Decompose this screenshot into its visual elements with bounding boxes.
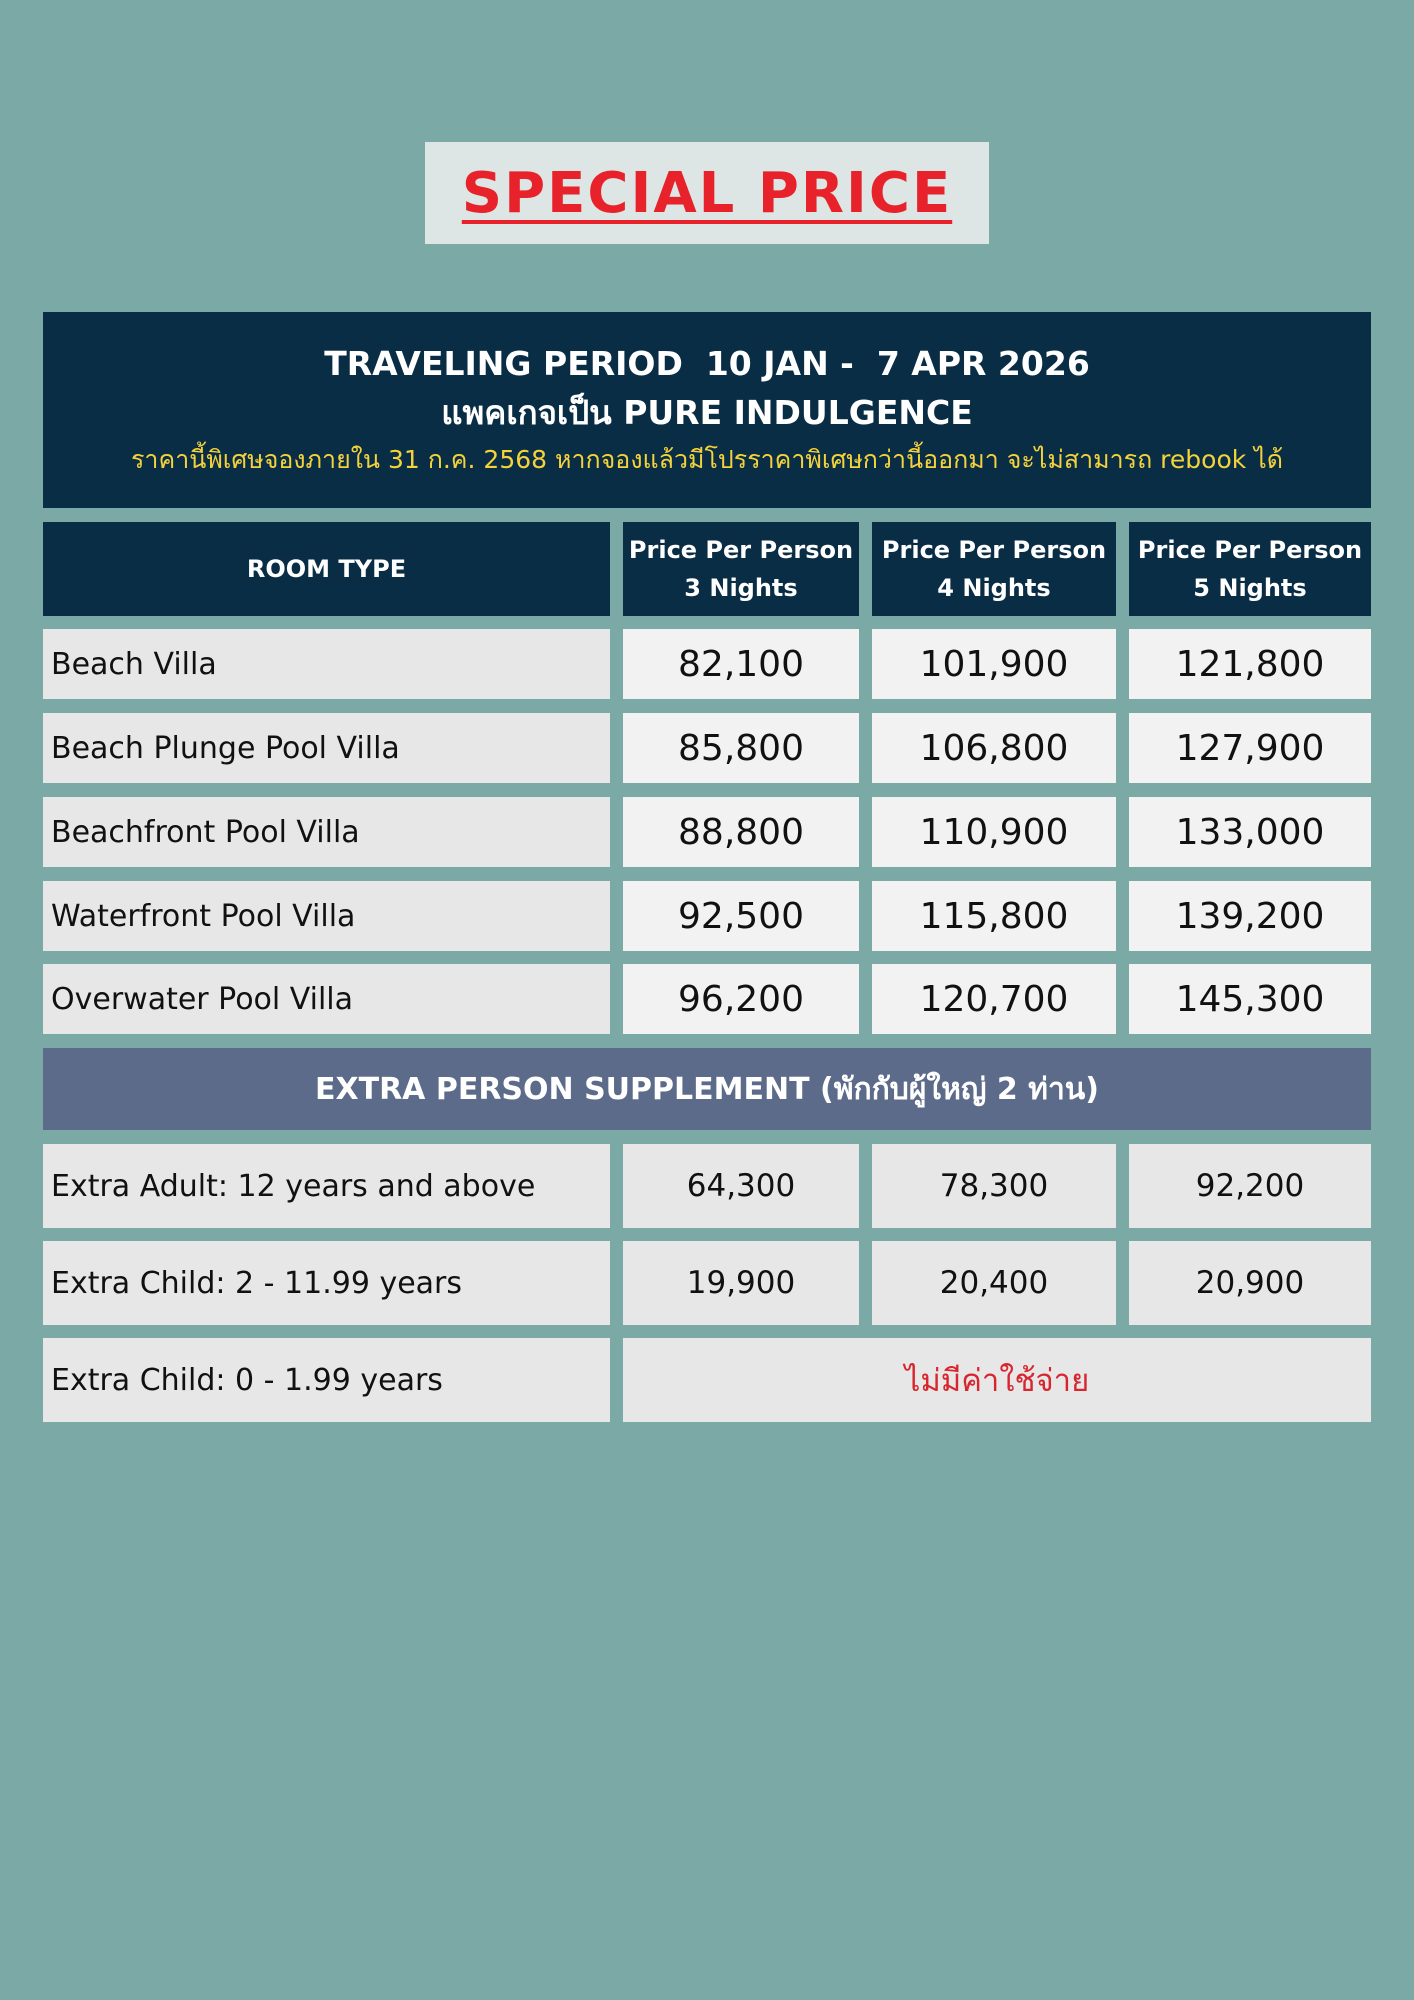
supplement-price-4-nights: 20,400 [872, 1241, 1116, 1325]
room-name: Waterfront Pool Villa [43, 881, 610, 951]
supplement-price-3-nights: 64,300 [623, 1144, 859, 1228]
price-4-nights: 120,700 [872, 964, 1116, 1034]
header-price-4-nights-line2: 4 Nights [937, 574, 1051, 602]
price-5-nights: 145,300 [1129, 964, 1371, 1034]
price-3-nights: 85,800 [623, 713, 859, 783]
price-3-nights: 88,800 [623, 797, 859, 867]
header-price-5-nights-line1: Price Per Person [1137, 536, 1363, 564]
page-title: SPECIAL PRICE [461, 160, 953, 226]
supplement-price-3-nights: 19,900 [623, 1241, 859, 1325]
price-3-nights: 96,200 [623, 964, 859, 1034]
price-3-nights: 92,500 [623, 881, 859, 951]
supplement-name-infant: Extra Child: 0 - 1.99 years [43, 1338, 610, 1422]
header-price-4-nights [872, 522, 1116, 616]
header-price-5-nights [1129, 522, 1371, 616]
extra-person-supplement-heading: EXTRA PERSON SUPPLEMENT (พักกับผู้ใหญ่ 2 ท่าน) [43, 1048, 1371, 1130]
room-name: Beach Villa [43, 629, 610, 699]
price-3-nights: 82,100 [623, 629, 859, 699]
supplement-price-4-nights: 78,300 [872, 1144, 1116, 1228]
supplement-name: Extra Child: 2 - 11.99 years [43, 1241, 610, 1325]
header-price-3-nights-line1: Price Per Person [628, 536, 854, 564]
price-5-nights: 127,900 [1129, 713, 1371, 783]
price-4-nights: 106,800 [872, 713, 1116, 783]
room-name: Beachfront Pool Villa [43, 797, 610, 867]
booking-note: ราคานี้พิเศษจองภายใน 31 ก.ค. 2568 หากจองแล้วมีโปรราคาพิเศษกว่านี้ออกมา จะไม่สามารถ rebook ได้ [131, 445, 1283, 474]
traveling-period-banner [43, 312, 1371, 508]
price-4-nights: 110,900 [872, 797, 1116, 867]
price-4-nights: 115,800 [872, 881, 1116, 951]
price-5-nights: 121,800 [1129, 629, 1371, 699]
header-price-3-nights [623, 522, 859, 616]
room-name: Beach Plunge Pool Villa [43, 713, 610, 783]
header-price-4-nights-line1: Price Per Person [881, 536, 1107, 564]
title-box [425, 142, 989, 244]
supplement-name: Extra Adult: 12 years and above [43, 1144, 610, 1228]
header-price-5-nights-line2: 5 Nights [1193, 574, 1307, 602]
header-price-3-nights-line2: 3 Nights [684, 574, 798, 602]
header-room-type: ROOM TYPE [43, 522, 610, 616]
price-5-nights: 133,000 [1129, 797, 1371, 867]
traveling-period: TRAVELING PERIOD 10 JAN - 7 APR 2026 [324, 344, 1090, 383]
room-name: Overwater Pool Villa [43, 964, 610, 1034]
package-name: แพคเกจเป็น PURE INDULGENCE [441, 393, 973, 432]
supplement-price-5-nights: 20,900 [1129, 1241, 1371, 1325]
infant-free-of-charge: ไม่มีค่าใช้จ่าย [623, 1338, 1371, 1422]
supplement-price-5-nights: 92,200 [1129, 1144, 1371, 1228]
price-5-nights: 139,200 [1129, 881, 1371, 951]
price-4-nights: 101,900 [872, 629, 1116, 699]
